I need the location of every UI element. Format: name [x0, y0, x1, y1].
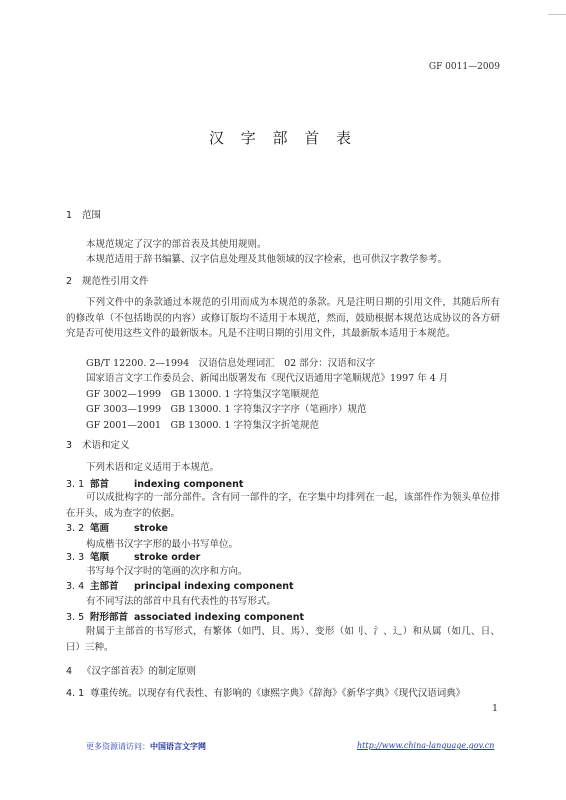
- footer-site-name[interactable]: 中国语言文字网: [150, 742, 206, 751]
- reference-item: GF 3003—1999 GB 13000. 1 字符集汉字字序（笔画序）规范: [86, 404, 367, 415]
- term-number: 3. 2: [66, 523, 85, 534]
- term-number: 3. 4: [66, 581, 85, 592]
- section-4-heading: [66, 663, 196, 677]
- document-title: 汉 字 部 首 表: [208, 129, 358, 147]
- term-english: stroke order: [134, 552, 201, 563]
- term-heading: [66, 549, 200, 563]
- footer-label: 更多资源请访问：: [86, 742, 150, 751]
- section-number: 3: [66, 440, 73, 451]
- reference-item: GF 3002—1999 GB 13000. 1 字符集汉字笔顺规范: [86, 389, 319, 400]
- section-4-item: [66, 685, 465, 699]
- section-title: 范围: [82, 210, 102, 221]
- term-number: 3. 1: [66, 479, 85, 490]
- term-english: associated indexing component: [134, 612, 305, 623]
- term-definition: 构成楷书汉字字形的最小书写单位。: [86, 539, 239, 550]
- section-1-line-2: 本规范适用于辞书编纂、汉字信息处理及其他领域的汉字检索，也可供汉字教学参考。: [86, 254, 448, 265]
- term-definition: 书写每个汉字时的笔画的次序和方向。: [86, 566, 248, 577]
- section-2-paragraph: 下列文件中的条款通过本规范的引用而成为本规范的条款。凡是注明日期的引用文件，其随后所有的修改单（不包括勘误的内容）或修订版均不适用于本规范，然而，鼓励根据本规范达成协议的各方研究是否可使用这些文件的最新版本。凡是不注明日期的引用文件，其最新版本适用于本规范。: [66, 297, 500, 339]
- term-number: 3. 5: [66, 612, 85, 623]
- term-definition: 有不同写法的部首中具有代表性的书写形式。: [86, 596, 277, 607]
- section-2-heading: [66, 273, 149, 287]
- term-chinese: 附形部首: [90, 612, 129, 623]
- reference-item: GB/T 12200. 2—1994 汉语信息处理词汇 02 部分：汉语和汉字: [86, 358, 376, 369]
- section-3-intro: 下列术语和定义适用于本规范。: [86, 462, 220, 473]
- section-title: 规范性引用文件: [82, 276, 149, 287]
- term-number: 3. 3: [66, 552, 85, 563]
- section-1-heading: [66, 207, 101, 221]
- term-definition: 附属于主部首的书写形式，有繁体（如門、貝、馬）、变形（如刂、氵、辶）和从属（如几、日、曰）三种。: [66, 626, 500, 653]
- term-english: principal indexing component: [134, 581, 294, 592]
- term-heading: [66, 609, 304, 623]
- footer-resource-note: [86, 741, 206, 752]
- section-number: 1: [66, 210, 73, 221]
- term-chinese: 笔顺: [90, 552, 110, 563]
- section-title: 《汉字部首表》的制定原则: [82, 666, 197, 677]
- term-english: indexing component: [134, 479, 244, 490]
- term-definition: 可以成批构字的一部分部件。含有同一部件的字，在字集中均排列在一起，该部件作为领头单位排在开头，成为查字的依据。: [66, 492, 500, 519]
- section-3-heading: [66, 437, 130, 451]
- page-number: 1: [491, 703, 498, 714]
- term-chinese: 笔画: [90, 523, 110, 534]
- term-chinese: 主部首: [90, 581, 119, 592]
- term-heading: [66, 476, 243, 490]
- section-number: 4: [66, 666, 73, 677]
- crop-mark: [548, 14, 566, 15]
- reference-item: GF 2001—2001 GB 13000. 1 字符集汉字折笔规范: [86, 420, 319, 431]
- standard-code: GF 0011—2009: [428, 62, 500, 72]
- term-english: stroke: [134, 523, 168, 534]
- section-number: 2: [66, 276, 73, 287]
- reference-item: 国家语言文字工作委员会、新闻出版署发布《现代汉语通用字笔顺规范》1997 年 4 月: [86, 373, 449, 384]
- footer-url-link[interactable]: http://www.china-language.gov.cn: [357, 741, 495, 750]
- item-number: 4. 1: [66, 688, 85, 699]
- section-title: 术语和定义: [82, 440, 130, 451]
- term-heading: [66, 520, 168, 534]
- item-text: 尊重传统。以现存有代表性、有影响的《康熙字典》《辞海》《新华字典》《现代汉语词典》: [90, 688, 466, 699]
- section-1-line-1: 本规范规定了汉字的部首表及其使用规则。: [86, 239, 267, 250]
- term-chinese: 部首: [90, 479, 110, 490]
- term-heading: [66, 578, 294, 592]
